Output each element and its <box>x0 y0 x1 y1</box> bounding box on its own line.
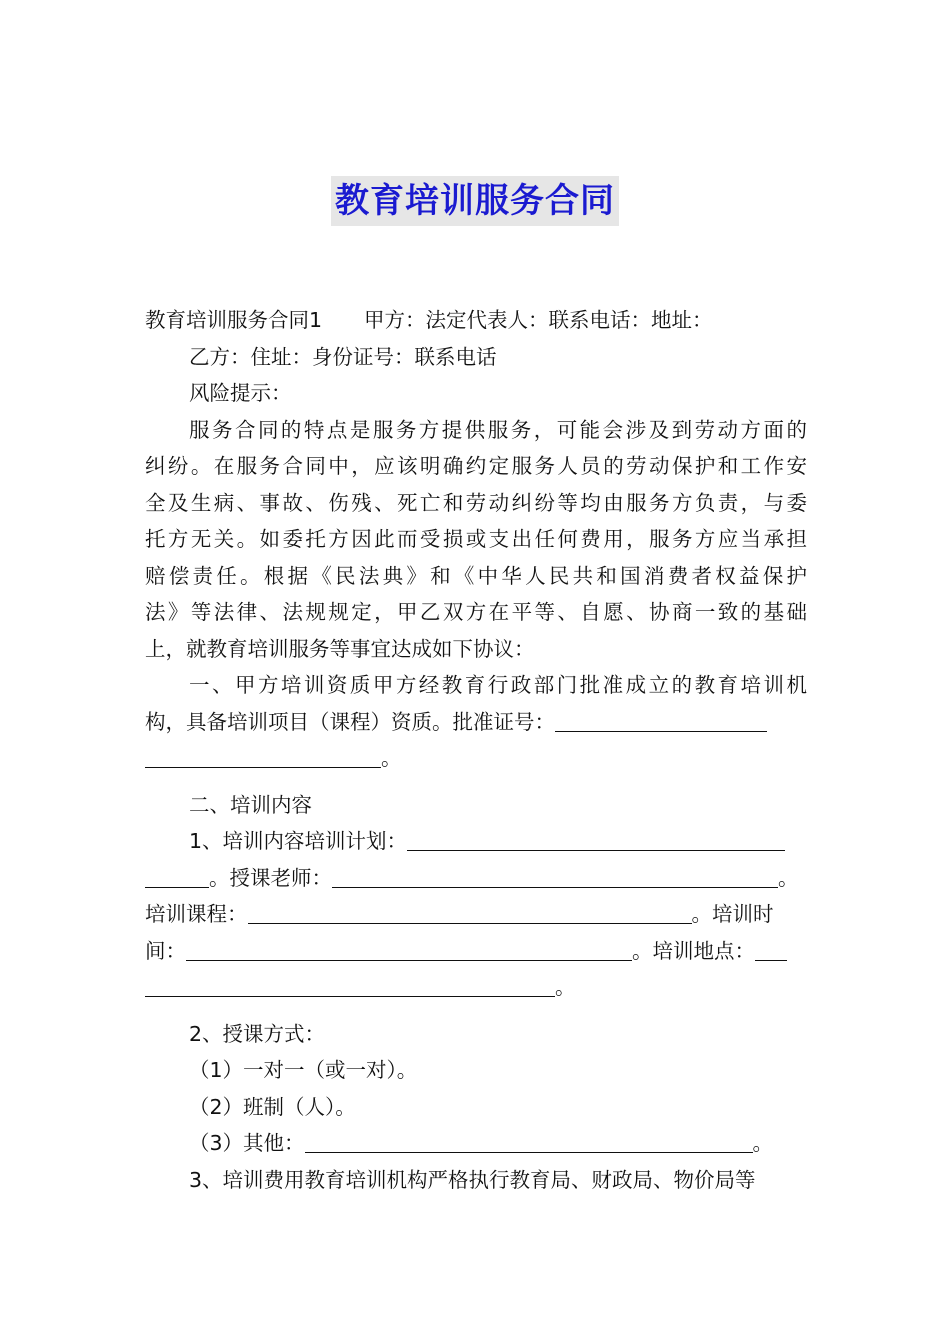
time-label-a: 。培训时 <box>691 902 774 926</box>
document-body <box>145 302 807 1198</box>
plan-blank <box>407 825 785 851</box>
approval-number-blank <box>555 706 767 732</box>
mode-3-label: （3）其他： <box>189 1131 305 1155</box>
time-label-b: 间： <box>145 938 186 963</box>
course-blank <box>248 898 692 924</box>
mode-option-2: （2）班制（人）。 <box>189 1094 356 1119</box>
teacher-line <box>145 860 807 897</box>
time-blank <box>186 935 632 961</box>
plan-line <box>145 823 807 860</box>
plan-blank-continued <box>145 862 209 888</box>
course-label: 培训课程： <box>145 902 248 926</box>
section2-title: 二、培训内容 <box>189 792 312 817</box>
place-continuation <box>145 969 807 1006</box>
mode-title: 2、授课方式： <box>189 1021 326 1046</box>
heading-label: 教育培训服务合同1 <box>145 308 323 332</box>
risk-paragraph-line: 托方无关。如委托方因此而受损或支出任何费用，服务方应当承担 <box>145 527 807 551</box>
plan-label: 1、培训内容培训计划： <box>189 829 408 853</box>
section1-line: 一、甲方培训资质甲方经教育行政部门批准成立的教育培训机 <box>189 673 807 697</box>
fee-line: 3、培训费用教育培训机构严格执行教育局、财政局、物价局等 <box>189 1167 756 1192</box>
risk-paragraph-line: 纠纷。在服务合同中，应该明确约定服务人员的劳动保护和工作安 <box>145 454 807 478</box>
title-block <box>0 176 950 226</box>
section1-approval-line <box>145 704 807 741</box>
teacher-blank <box>332 862 778 888</box>
risk-paragraph-line: 全及生病、事故、伤残、死亡和劳动纠纷等均由服务方负责，与委 <box>145 490 807 515</box>
risk-paragraph-line: 赔偿责任。根据《民法典》和《中华人民共和国消费者权益保护 <box>145 563 807 588</box>
risk-paragraph-line: 法》等法律、法规规定，甲乙双方在平等、自愿、协商一致的基础 <box>145 600 807 624</box>
course-line <box>145 896 807 933</box>
teacher-label: 。授课老师： <box>209 865 332 890</box>
risk-paragraph-line: 上，就教育培训服务等事宜达成如下协议： <box>145 636 535 661</box>
party-a-line <box>145 302 807 339</box>
place-label: 。培训地点： <box>632 938 755 963</box>
period: 。 <box>555 975 576 999</box>
risk-paragraph-line: 服务合同的特点是服务方提供服务，可能会涉及到劳动方面的 <box>189 417 807 442</box>
period: 。 <box>381 746 402 770</box>
place-blank-continued <box>145 971 555 997</box>
party-b-line: 乙方：住址：身份证号：联系电话 <box>189 344 497 369</box>
approval-number-blank-continued <box>145 742 381 768</box>
party-a-text: 甲方：法定代表人：联系电话：地址： <box>364 308 713 332</box>
period: 。 <box>778 865 799 890</box>
time-line <box>145 933 807 970</box>
mode-option-1: （1）一对一（或一对）。 <box>189 1058 418 1082</box>
place-blank <box>755 935 787 961</box>
approval-label: 构，具备培训项目（课程）资质。批准证号： <box>145 709 555 734</box>
mode-option-3 <box>145 1125 807 1162</box>
risk-title: 风险提示： <box>189 381 292 405</box>
section1-continuation <box>145 740 807 777</box>
period: 。 <box>752 1131 774 1155</box>
other-mode-blank <box>305 1127 753 1153</box>
document-title: 教育培训服务合同 <box>331 176 619 226</box>
